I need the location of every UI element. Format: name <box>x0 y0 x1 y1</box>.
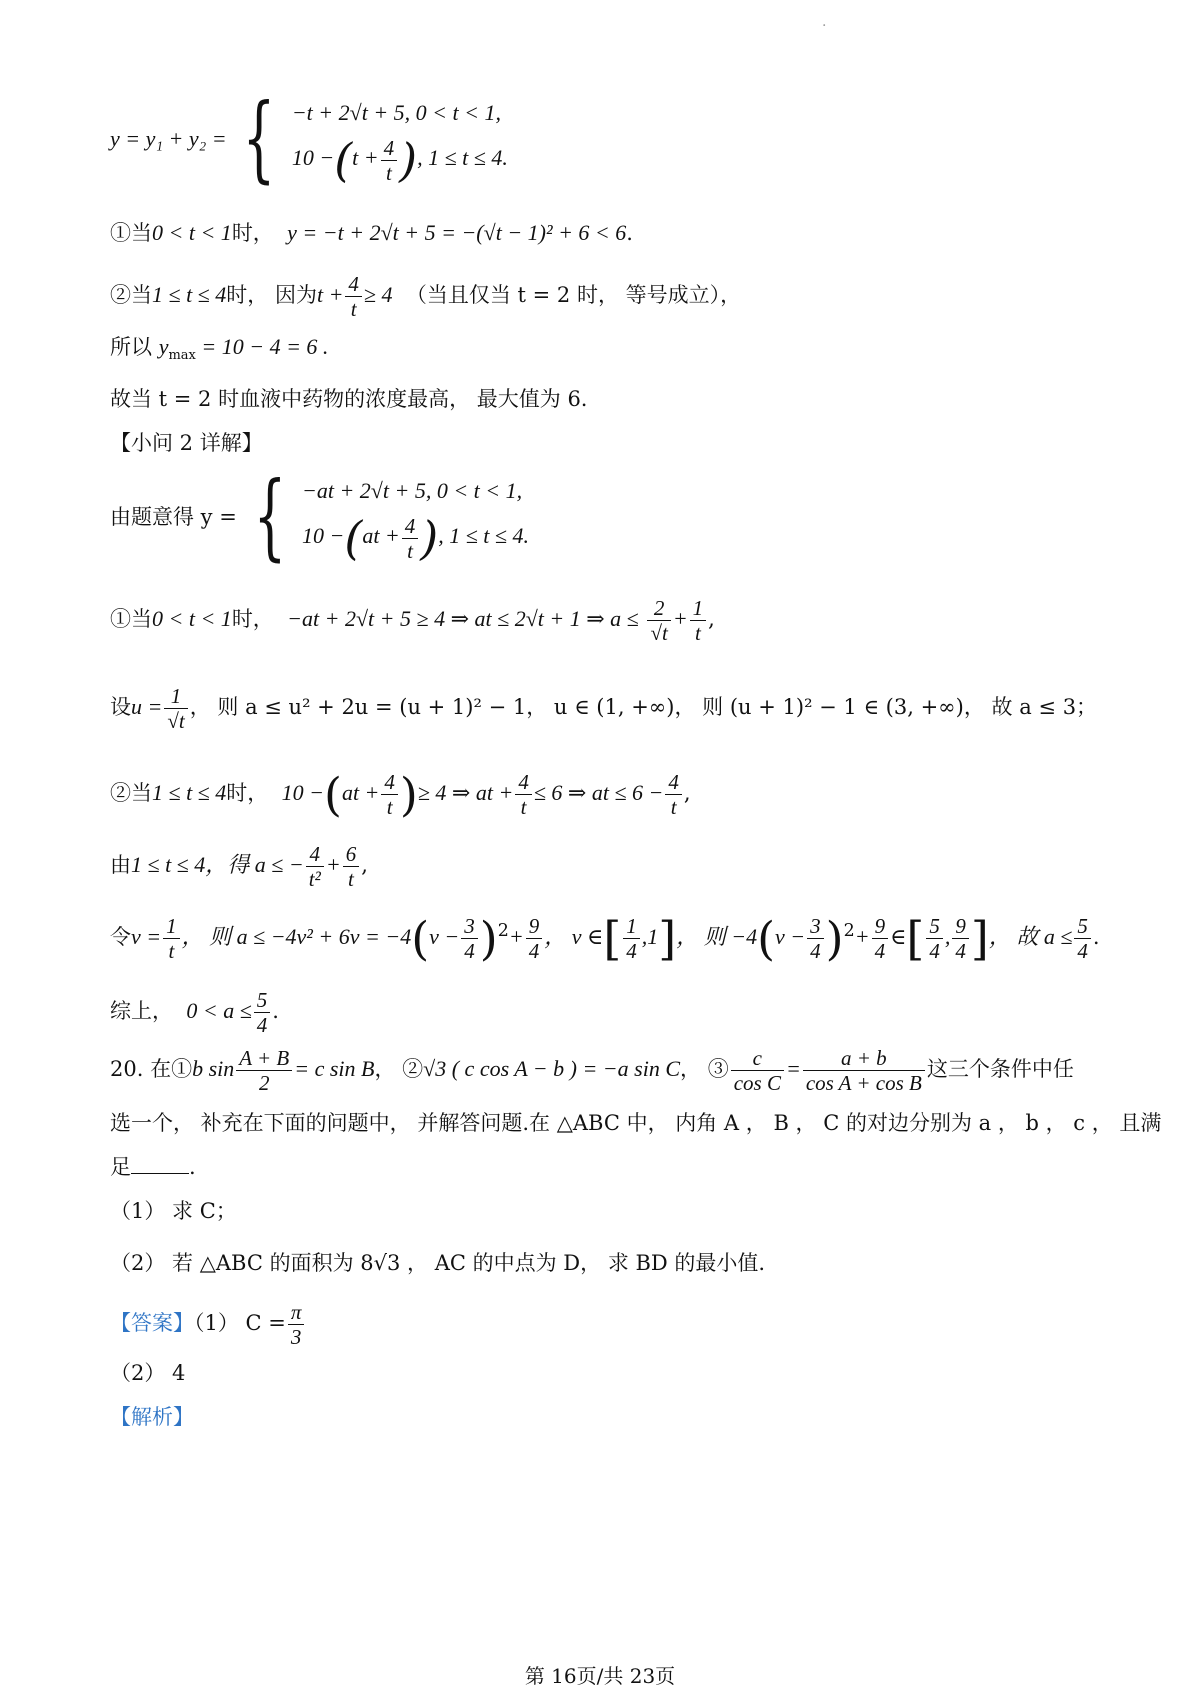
fraction-pi-over-3: $\frac{\pi}{3}$ <box>288 1300 305 1349</box>
fraction-9-over-4: $\frac{9}{4}$ <box>872 914 889 963</box>
step-ymax: 所以 $y_{max} = 10 - 4 = 6$ . <box>110 334 329 364</box>
summary-range-a: 综上， 0 < a ≤ $\frac{5}{4}$ . <box>110 988 279 1037</box>
conclusion-1: 故当 t = 2 时血液中药物的浓度最高， 最大值为 6. <box>110 387 588 411</box>
question-20-line-3: 足 . <box>110 1155 196 1179</box>
fraction-a-plus-b-over-2: $\frac{A + B}{2}$ <box>236 1046 292 1095</box>
answer-label: 【答案】 <box>110 1311 194 1335</box>
scan-dot: · <box>822 18 827 34</box>
step-range-t: 由1 ≤ t ≤ 4，得 a ≤ − $\frac{4}{\text{t²}}$ + $\frac{6}{t}$ , <box>110 842 368 891</box>
piecewise-cases: −at + 2√t + 5, 0 < t < 1, 10 −(at + $\frac{4}{t}$ ), 1 ≤ t ≤ 4. <box>302 478 529 566</box>
fraction-4-over-t: $\frac{4}{t}$ <box>665 770 682 819</box>
piecewise-y1-y2: y = y₁ + y₂ = { −t + 2√t + 5, 0 < t < 1, 10 −(t + $\frac{4}{t}$ ), 1 ≤ t ≤ 4. <box>110 84 508 193</box>
fraction-4-over-t: $\frac{4}{t}$ <box>381 136 398 185</box>
fraction-6-over-t: $\frac{6}{t}$ <box>343 842 360 891</box>
step-substitution-u: 设u = $\frac{1}{√t}$ ， 则 a ≤ u² + 2u = (u + 1)² − 1， u ∈ (1, +∞)， 则 (u + 1)² − 1 ∈ (3, +∞)， 故 a ≤ 3； <box>110 684 1098 733</box>
fraction-3-over-4: $\frac{3}{4}$ <box>807 914 824 963</box>
step-2: ②当1 ≤ t ≤ 4时， 因为t + $\frac{4}{t}$ ≥ 4 （当且仅当 t = 2 时， 等号成立）， <box>110 272 742 321</box>
analysis-label: 【解析】 <box>110 1405 194 1429</box>
fraction-1-over-t: $\frac{1}{t}$ <box>690 596 707 645</box>
answer-part-2: （2） 4 <box>110 1361 186 1385</box>
fraction-9-over-4: $\frac{9}{4}$ <box>952 914 969 963</box>
fill-blank <box>131 1155 189 1174</box>
fraction-3-over-4: $\frac{3}{4}$ <box>461 914 478 963</box>
fraction-1-over-4: $\frac{1}{4}$ <box>623 914 640 963</box>
question-20-line-2: 选一个， 补充在下面的问题中， 并解答问题.在 △ABC 中， 内角 A ， B ， C 的对边分别为 a ， b ， c ， 且满 <box>110 1111 1162 1135</box>
left-brace: { <box>252 462 286 571</box>
fraction-5-over-4: $\frac{5}{4}$ <box>254 988 271 1037</box>
fraction-4-over-t-squared: $\frac{4}{\text{t²}}$ <box>306 842 324 891</box>
page-footer: 第 16页/共 23页 <box>524 1664 676 1688</box>
step-substitution-v: 令v = $\frac{1}{t}$ ， 则 a ≤ −4v² + 6v = −4(v − $\frac{3}{4}$ )$^2$+ $\frac{9}{4}$ ， v ∈[ $\frac{1}{4}$ ,1]， 则 −4(v − $\frac{3}{4}$ )$^2$+ $\frac{9}{4}$ ∈[ $\frac{5}{4}$ , $\frac{9}{4}$ ]， 故 a ≤ $\frac{5}{4}$ . <box>110 911 1100 966</box>
fraction-9-over-4: $\frac{9}{4}$ <box>526 914 543 963</box>
fraction-4-over-t: $\frac{4}{t}$ <box>345 272 362 321</box>
fraction-1-over-sqrt-t: $\frac{1}{√t}$ <box>164 684 187 733</box>
fraction-4-over-t: $\frac{4}{t}$ <box>402 514 419 563</box>
step-a-1: ①当0 < t < 1时， −at + 2√t + 5 ≥ 4 ⇒ at ≤ 2√t + 1 ⇒ a ≤ $\frac{2}{√t}$ + $\frac{1}{t}$ , <box>110 596 715 645</box>
fraction-4-over-t: $\frac{4}{t}$ <box>515 770 532 819</box>
fraction-5-over-4: $\frac{5}{4}$ <box>1074 914 1091 963</box>
question-20-line-1: 20. 在①b sin $\frac{A + B}{2}$ = c sin B， ②√3 ( c cos A − b ) = −a sin C， ③ $\frac{c}{\text{cos C}}$ = $\frac{a + b}{\text{cos A + cos B}}$ 这三个条件中任 <box>110 1046 1074 1095</box>
fraction-4-over-t: $\frac{4}{t}$ <box>381 770 398 819</box>
question-20-part-1: （1） 求 C； <box>110 1199 237 1223</box>
fraction-5-over-4: $\frac{5}{4}$ <box>926 914 943 963</box>
left-brace: { <box>242 84 276 193</box>
subheading-q2: 【小问 2 详解】 <box>110 431 263 455</box>
fraction-a-plus-b-over-cosa-plus-cosb: $\frac{a + b}{\text{cos A + cos B}}$ <box>803 1046 925 1095</box>
fraction-1-over-t: $\frac{1}{t}$ <box>163 914 180 963</box>
question-20-part-2: （2） 若 △ABC 的面积为 8√3 ， AC 的中点为 D， 求 BD 的最小值. <box>110 1251 766 1275</box>
fraction-c-over-cos-c: $\frac{c}{\text{cos C}}$ <box>731 1046 784 1095</box>
piecewise-cases: −t + 2√t + 5, 0 < t < 1, 10 −(t + $\frac{4}{t}$ ), 1 ≤ t ≤ 4. <box>291 100 508 188</box>
piecewise-with-a: 由题意得 y = { −at + 2√t + 5, 0 < t < 1, 10 −(at + $\frac{4}{t}$ ), 1 ≤ t ≤ 4. <box>110 462 529 571</box>
answer-part-1: 【答案】（1） C = $\frac{\pi}{3}$ <box>110 1300 1110 1354</box>
step-a-2: ②当1 ≤ t ≤ 4时， 10 −(at + $\frac{4}{t}$ )≥ 4 ⇒ at + $\frac{4}{t}$ ≤ 6 ⇒ at ≤ 6 − $\frac{4}{t}$ , <box>110 767 691 822</box>
fraction-2-over-sqrt-t: $\frac{2}{√t}$ <box>647 596 670 645</box>
step-1: ①当0 < t < 1时， y = −t + 2√t + 5 = −(√t − 1)² + 6 < 6. <box>110 220 633 245</box>
